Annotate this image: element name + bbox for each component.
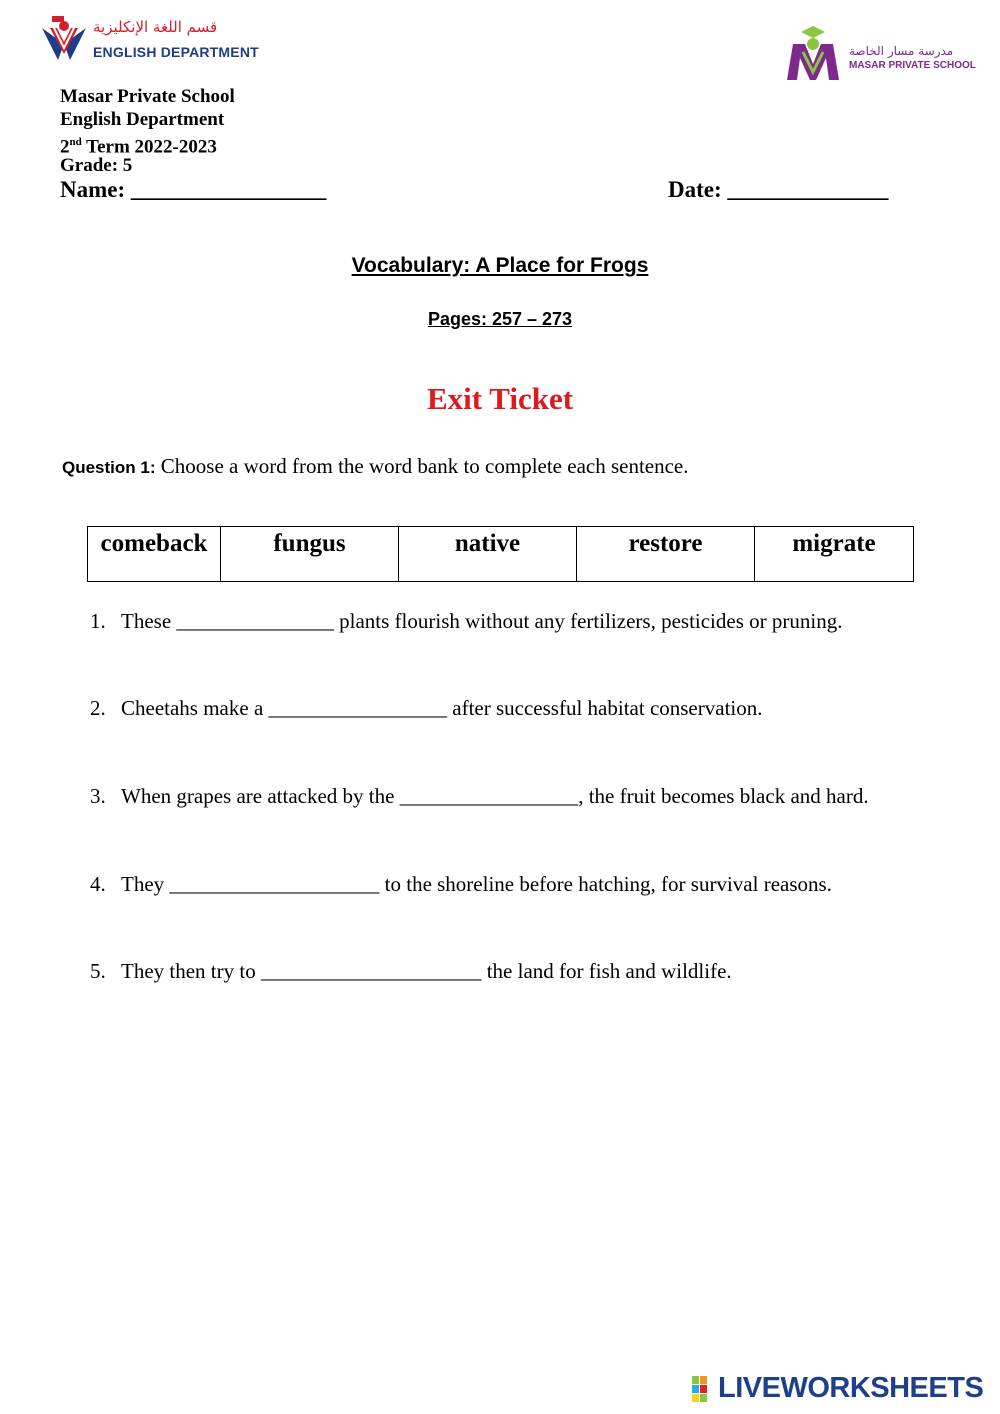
question-label: Question 1: <box>62 458 156 477</box>
word-bank-cell[interactable] <box>577 527 755 582</box>
sentence-text[interactable]: These _______________ plants flourish without any fertilizers, pesticides or pruning. <box>121 609 843 633</box>
word-bank-cell[interactable] <box>221 527 399 582</box>
word-bank-word: restore <box>628 530 703 557</box>
word-bank-word: fungus <box>273 530 346 557</box>
pages-range: Pages: 257 – 273 <box>427 309 573 329</box>
question-text: Choose a word from the word bank to complete each sentence. <box>155 454 689 478</box>
term-ordinal: 2 <box>60 136 70 158</box>
sentence-item <box>90 607 950 636</box>
sentence-item <box>90 957 950 986</box>
word-bank-table <box>87 526 914 582</box>
liveworksheets-blocks-icon <box>692 1376 716 1404</box>
date-field[interactable]: Date: ______________ <box>668 177 889 202</box>
sentence-number: 1. <box>90 609 106 633</box>
worksheet-title: Vocabulary: A Place for Frogs <box>351 254 649 277</box>
liveworksheets-brand-text: LIVEWORKSHEETS <box>718 1372 984 1404</box>
word-bank-word: comeback <box>100 530 208 557</box>
term-ordinal-suffix: nd <box>69 136 82 148</box>
school-arabic-name: مدرسة مسار الخاصة <box>849 44 954 58</box>
grade-line: Grade: 5 <box>60 155 133 176</box>
sentence-number: 4. <box>90 872 106 896</box>
word-bank-cell[interactable] <box>399 527 577 582</box>
masar-school-logo <box>783 22 983 84</box>
sentence-text[interactable]: They ____________________ to the shoreline before hatching, for survival reasons. <box>121 872 832 896</box>
exit-ticket-heading: Exit Ticket <box>426 381 574 416</box>
word-bank-word: migrate <box>792 530 876 557</box>
masar-emblem-icon <box>783 22 843 82</box>
school-english-name: MASAR PRIVATE SCHOOL <box>849 60 976 71</box>
sentence-number: 2. <box>90 696 106 720</box>
sentence-number: 3. <box>90 784 106 808</box>
word-bank-row <box>88 527 914 582</box>
sentence-item <box>90 870 950 899</box>
department-emblem-icon <box>38 14 90 66</box>
department-name: English Department <box>60 109 225 130</box>
english-department-logo <box>38 14 298 70</box>
sentence-item <box>90 782 920 811</box>
term-years: Term 2022-2023 <box>81 136 217 158</box>
department-arabic-name: قسم اللغة الإنكليزية <box>93 18 218 36</box>
department-english-name: ENGLISH DEPARTMENT <box>93 44 259 60</box>
sentence-item <box>90 694 950 723</box>
sentence-text[interactable]: They then try to _____________________ the land for fish and wildlife. <box>121 959 732 983</box>
sentence-text[interactable]: Cheetahs make a _________________ after successful habitat conservation. <box>121 696 763 720</box>
school-name: Masar Private School <box>60 86 235 107</box>
sentence-number: 5. <box>90 959 106 983</box>
word-bank-word: native <box>454 530 521 557</box>
word-bank-cell[interactable] <box>88 527 221 582</box>
liveworksheets-logo <box>692 1374 990 1406</box>
word-bank-cell[interactable] <box>755 527 914 582</box>
question-instruction <box>62 454 689 479</box>
name-field[interactable]: Name: _________________ <box>60 177 327 202</box>
sentence-text[interactable]: When grapes are attacked by the _________________, the fruit becomes black and hard. <box>121 784 869 808</box>
